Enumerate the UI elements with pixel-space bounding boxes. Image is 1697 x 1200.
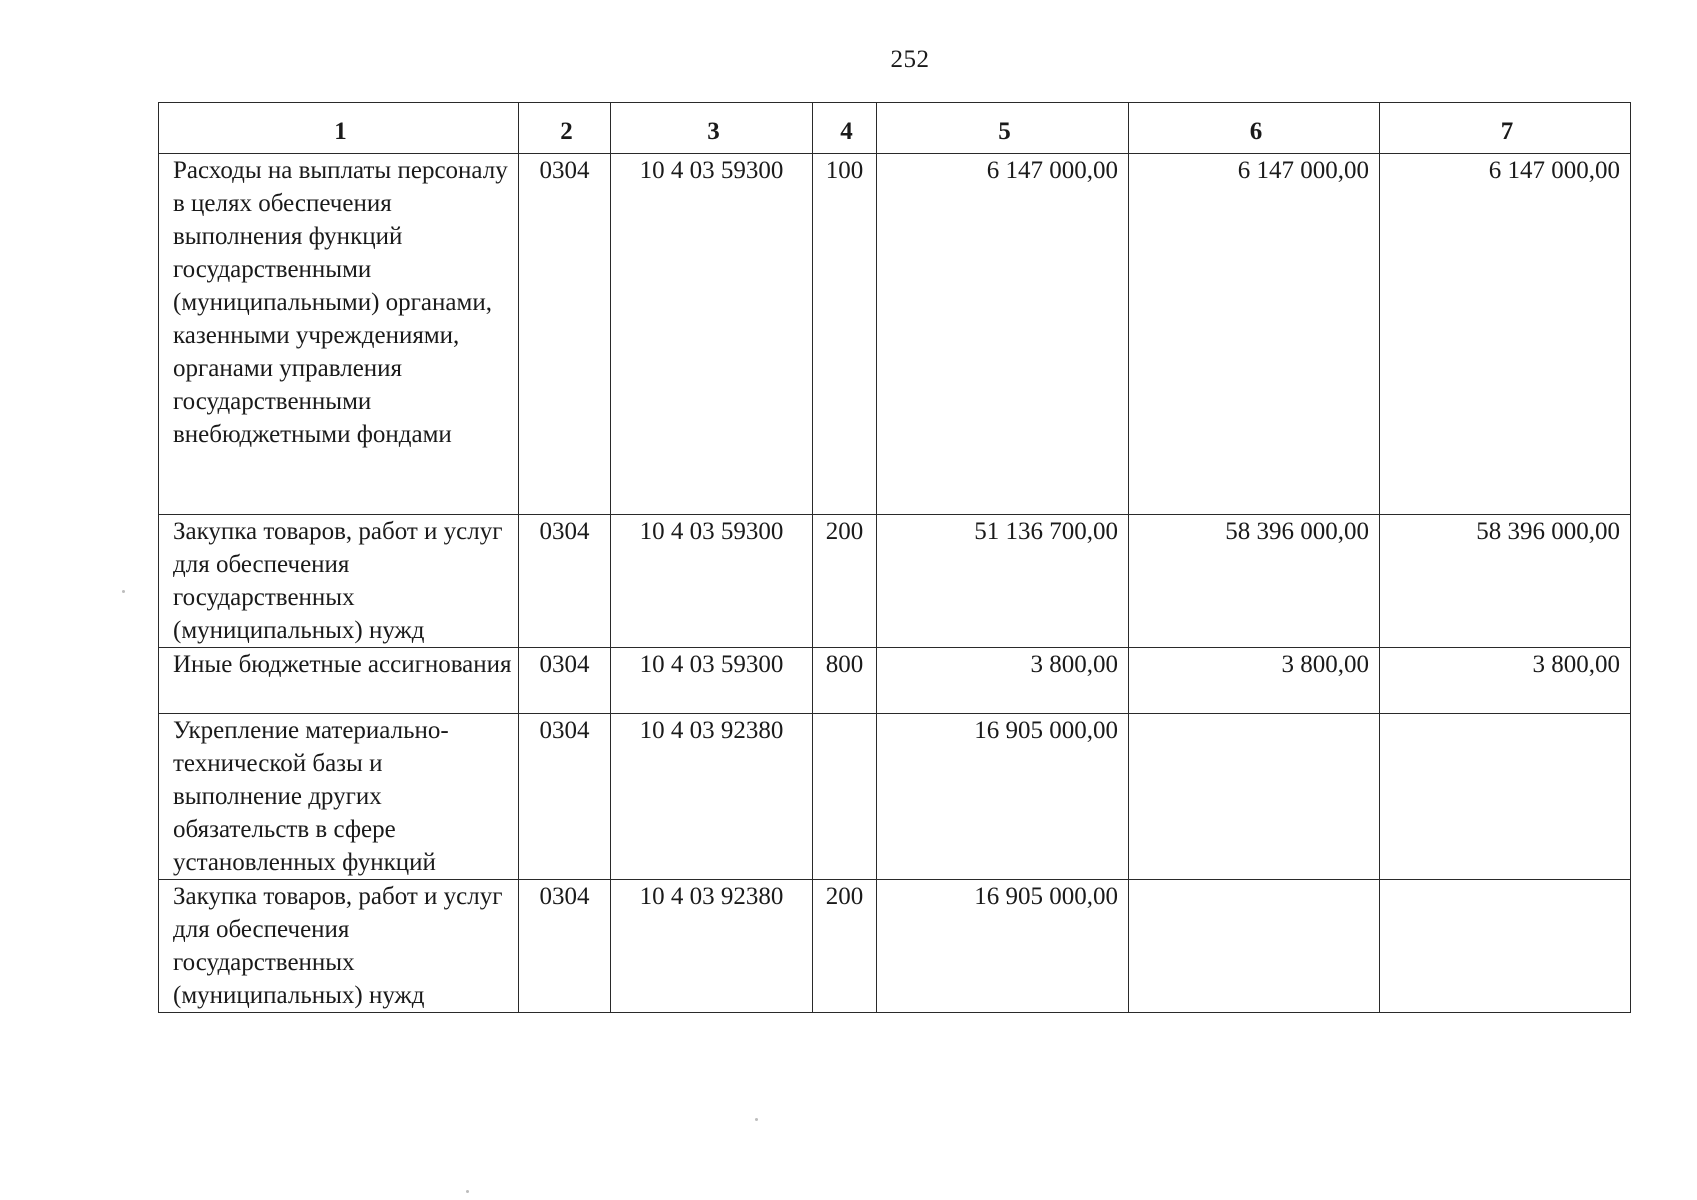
row-sum1-cell: 16 905 000,00 bbox=[877, 714, 1129, 880]
row-name-cell: Закупка товаров, работ и услуг для обеспечения государственных (муниципальных) нужд bbox=[159, 880, 519, 1013]
table-row bbox=[159, 515, 1631, 648]
table-row bbox=[159, 880, 1631, 1013]
row-name-cell: Укрепление материально-технической базы и выполнение других обязательств в сфере установленных функций bbox=[159, 714, 519, 880]
row-section-cell: 0304 bbox=[519, 648, 611, 714]
row-sum3-cell bbox=[1380, 880, 1631, 1013]
row-type-cell: 100 bbox=[813, 154, 877, 515]
row-sum2-cell: 58 396 000,00 bbox=[1129, 515, 1380, 648]
row-section-cell: 0304 bbox=[519, 880, 611, 1013]
scan-speck bbox=[466, 1190, 469, 1193]
header-col-4: 4 bbox=[813, 103, 877, 154]
row-sum3-cell: 58 396 000,00 bbox=[1380, 515, 1631, 648]
row-sum2-cell: 3 800,00 bbox=[1129, 648, 1380, 714]
row-type-cell: 200 bbox=[813, 880, 877, 1013]
row-sum2-cell: 6 147 000,00 bbox=[1129, 154, 1380, 515]
row-type-cell: 800 bbox=[813, 648, 877, 714]
row-section-cell: 0304 bbox=[519, 515, 611, 648]
table-header-row bbox=[159, 103, 1631, 154]
row-section-cell: 0304 bbox=[519, 154, 611, 515]
row-type-cell: 200 bbox=[813, 515, 877, 648]
table-row bbox=[159, 714, 1631, 880]
header-col-7: 7 bbox=[1380, 103, 1631, 154]
row-sum3-cell: 6 147 000,00 bbox=[1380, 154, 1631, 515]
header-col-2: 2 bbox=[519, 103, 611, 154]
header-col-5: 5 bbox=[877, 103, 1129, 154]
row-name-cell: Расходы на выплаты персоналу в целях обеспечения выполнения функций государственными (муниципальными) органами, казенными учреждениями, органами управления государственными внебюджетными фондами bbox=[159, 154, 519, 515]
header-col-1: 1 bbox=[159, 103, 519, 154]
row-sum1-cell: 3 800,00 bbox=[877, 648, 1129, 714]
scan-speck bbox=[122, 590, 125, 593]
row-sum1-cell: 16 905 000,00 bbox=[877, 880, 1129, 1013]
header-col-6: 6 bbox=[1129, 103, 1380, 154]
row-target-cell: 10 4 03 92380 bbox=[611, 880, 813, 1013]
row-sum1-cell: 6 147 000,00 bbox=[877, 154, 1129, 515]
row-target-cell: 10 4 03 92380 bbox=[611, 714, 813, 880]
row-target-cell: 10 4 03 59300 bbox=[611, 515, 813, 648]
page-number: 252 bbox=[890, 46, 930, 73]
scan-speck bbox=[755, 1118, 758, 1121]
row-target-cell: 10 4 03 59300 bbox=[611, 154, 813, 515]
row-sum2-cell bbox=[1129, 714, 1380, 880]
row-sum2-cell bbox=[1129, 880, 1380, 1013]
header-col-3: 3 bbox=[611, 103, 813, 154]
row-name-cell: Иные бюджетные ассигнования bbox=[159, 648, 519, 714]
budget-table bbox=[158, 102, 1631, 1013]
row-section-cell: 0304 bbox=[519, 714, 611, 880]
row-sum1-cell: 51 136 700,00 bbox=[877, 515, 1129, 648]
row-type-cell bbox=[813, 714, 877, 880]
row-sum3-cell: 3 800,00 bbox=[1380, 648, 1631, 714]
table-row bbox=[159, 154, 1631, 515]
row-target-cell: 10 4 03 59300 bbox=[611, 648, 813, 714]
row-name-cell: Закупка товаров, работ и услуг для обеспечения государственных (муниципальных) нужд bbox=[159, 515, 519, 648]
table-row bbox=[159, 648, 1631, 714]
row-sum3-cell bbox=[1380, 714, 1631, 880]
